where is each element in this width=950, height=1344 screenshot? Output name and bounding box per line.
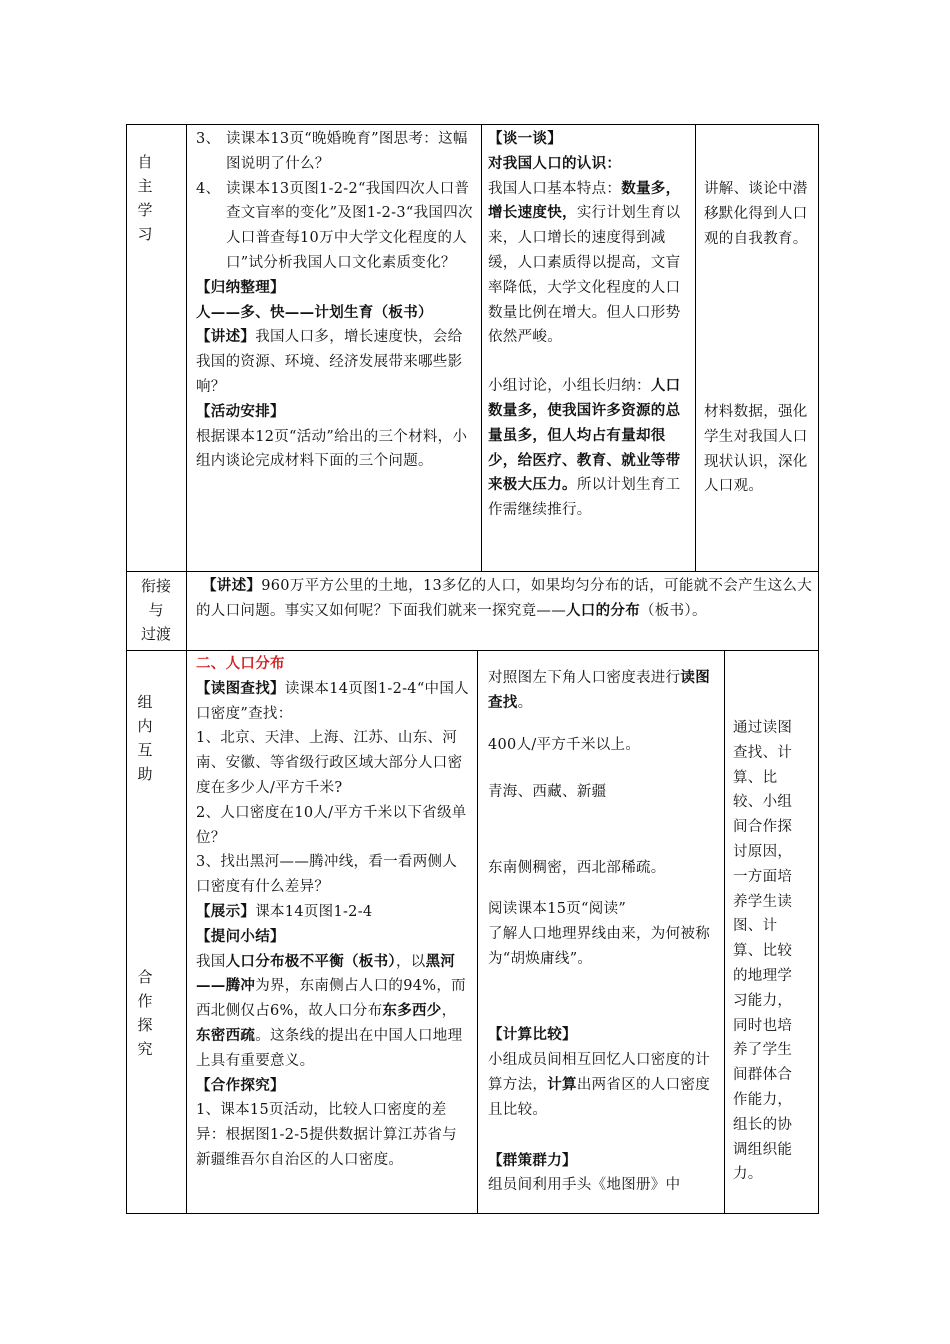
self-study-activity-cell [196, 127, 474, 474]
question-3: 3、 读课本13页“晚婚晚育”图思考：这幅图说明了什么？ [196, 131, 468, 172]
find-question-1: 1、北京、天津、上海、江苏、山东、河南、安徽、等省级行政区域大部分人口密度在多少人/平方千米? [196, 730, 463, 796]
row-label-group-help: 组 内 互 助 [137, 693, 153, 783]
summary-question-heading: 【提问小结】 [196, 927, 285, 945]
answer-1: 400人/平方千米以上。 [488, 736, 641, 753]
answer-2: 青海、西藏、新疆 [488, 784, 607, 801]
group-activity-cell [196, 652, 471, 1173]
coop-heading: 【合作探究】 [196, 1076, 285, 1094]
find-question-3: 3、找出黑河——腾冲线，看一看两侧人口密度有什么差异？ [196, 854, 458, 896]
row-divider-2 [126, 650, 819, 651]
transition-text: 【讲述】960万平方公里的土地，13多亿的人口，如果均匀分布的话，可能就不会产生这么大的人口问题。事实又如何呢？下面我们就来一探究竟——人口的分布（板书）。 [196, 577, 813, 619]
calc-text: 小组成员间相互回忆人口密度的计算方法，计算出两省区的人口密度且比较。 [488, 1052, 711, 1118]
row-label-cooperative: 合 作 探 究 [137, 968, 153, 1058]
label-column-divider [186, 124, 187, 1214]
find-question-2: 2、人口密度在10人/平方千米以下省级单位？ [196, 804, 467, 846]
self-study-intent-cell-2 [704, 400, 814, 499]
row3-col-divider-a [477, 650, 478, 1214]
summary-heading: 【归纳整理】 [196, 278, 285, 296]
self-study-intent-cell [704, 177, 814, 251]
read-line-2: 了解人口地理界线由来，为何被称为“胡焕庸线”。 [488, 925, 710, 967]
intent-note-1: 讲解、谈论中潜移默化得到人口观的自我教育。 [704, 181, 808, 247]
row-divider-1 [126, 571, 819, 572]
answer-3: 东南侧稠密，西北部稀疏。 [488, 860, 666, 877]
transition-cell [196, 574, 814, 624]
activity-heading: 【活动安排】 [196, 402, 285, 420]
lecture-paragraph: 【讲述】我国人口多，增长速度快，会给我国的资源、环境、经济发展带来哪些影响？ [196, 328, 463, 395]
activity-text: 根据课本12页“活动”给出的三个材料，小组内谈论完成材料下面的三个问题。 [196, 428, 468, 470]
coop-text: 1、课本15页活动，比较人口密度的差异：根据图1-2-5提供数据计算江苏省与新疆维吾尔自治区的人口密度。 [196, 1102, 457, 1168]
question-4: 4、 读课本13页图1-2-2“我国四次人口普查文盲率的变化”及图1-2-3“我国四次人口普查每10万中大学文化程度的人口”试分析我国人口文化素质变化？ [196, 180, 473, 271]
intent-note-2: 材料数据，强化学生对我国人口现状认识，深化人口观。 [704, 404, 808, 495]
group-power-heading: 【群策群力】 [488, 1151, 577, 1169]
row3-col-divider-b [724, 650, 725, 1214]
find-paragraph: 【读图查找】读课本14页图1-2-4“中国人口密度”查找： [196, 679, 469, 722]
group-student-cell [488, 666, 718, 1198]
row1-col-divider-a [481, 124, 482, 572]
talk-subheading: 对我国人口的认识： [488, 154, 622, 172]
section-title: 二、人口分布 [196, 655, 285, 672]
table-border-right [818, 124, 819, 1214]
group-intent-note: 通过读图查找、计算、比较、小组间合作探讨原因，一方面培养学生读图、计算、比较的地理学习能力，同时也培养了学生间群体合作能力，组长的协调组织能力。 [733, 720, 793, 1183]
board-note-1: 人——多、快——计划生育（板书） [196, 303, 433, 321]
summary-paragraph: 我国人口分布极不平衡（板书），以黑河——腾冲为界，东南侧占人口的94%，而西北侧仅占6%，故人口分布东多西少，东密西疏。这条线的提出在中国人口地理上具有重要意义。 [196, 952, 466, 1069]
self-study-student-cell [488, 127, 690, 523]
group-intent-cell [733, 716, 805, 1187]
row-label-self-study: 自 主 学 习 [137, 153, 153, 243]
table-border-bottom [126, 1213, 819, 1214]
table-border-top [126, 124, 819, 125]
group-discussion: 小组讨论，小组长归纳：人口数量多，使我国许多资源的总量虽多，但人均占有量却很少，给医疗、教育、就业等带来极大压力。所以计划生育工作需继续推行。 [488, 377, 681, 519]
show-paragraph: 【展示】课本14页图1-2-4 [196, 902, 373, 920]
talk-heading: 【谈一谈】 [488, 130, 562, 147]
read-line-1: 阅读课本15页“阅读” [488, 900, 627, 917]
population-features: 我国人口基本特点：数量多，增长速度快，实行计划生育以来，人口增长的速度得到减缓，人口素质得以提高，文盲率降低，大学文化程度的人口数量比例在增大。但人口形势依然严峻。 [488, 179, 681, 346]
group-power-text: 组员间利用手头《地图册》中 [488, 1177, 681, 1194]
intro-paragraph: 对照图左下角人口密度表进行读图查找。 [488, 669, 711, 711]
calc-heading: 【计算比较】 [488, 1026, 577, 1044]
row-label-transition: 衔接 与 过渡 [140, 577, 171, 643]
row1-col-divider-b [695, 124, 696, 572]
